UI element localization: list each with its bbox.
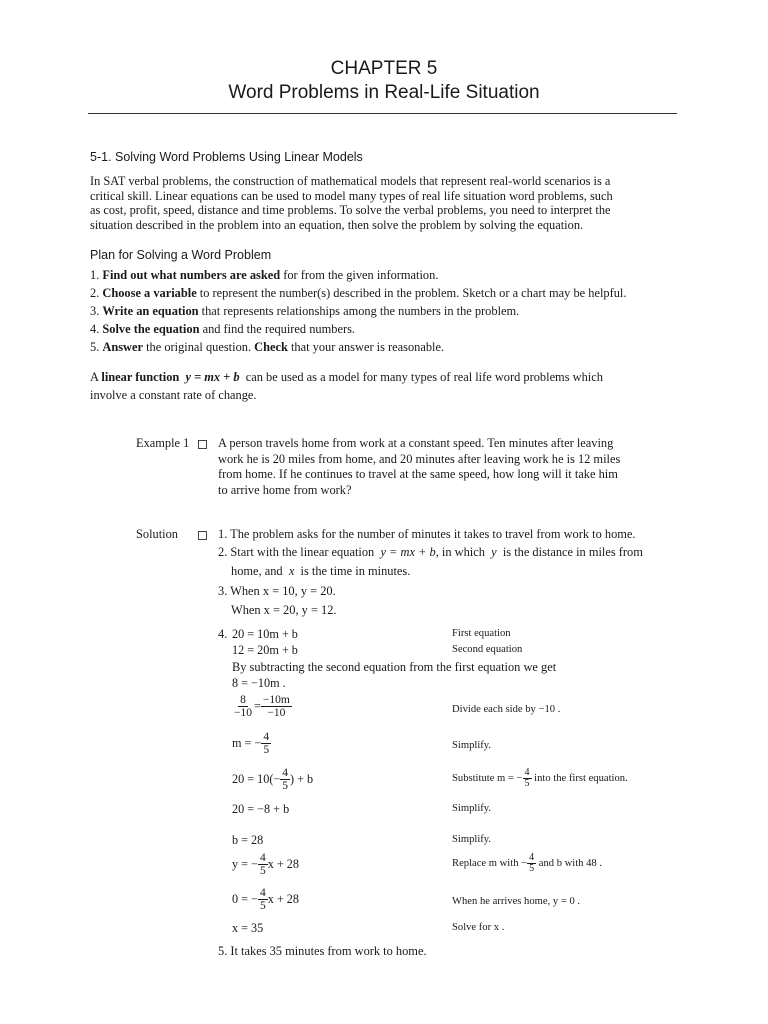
equation-first: 20 = 10m + b (232, 627, 298, 641)
note-first-equation: First equation (452, 628, 511, 639)
example-text: A person travels home from work at a constant speed. Ten minutes after leaving work he is 20 miles from home, and 20 minutes after leaving work he is 12 miles from home. If he continues to travel at the same speed, how long will it take him to arrive home from work? (218, 436, 621, 497)
solution-step-4-num: 4. (218, 627, 228, 641)
intro-paragraph (90, 174, 613, 232)
plan-step: 4. Solve the equation and find the required numbers. (90, 322, 355, 336)
equation-eight: 8 = −10m . (232, 676, 286, 690)
note-replace: Replace m with − $\frac{4}{5}$ and b with 48 . (452, 852, 603, 874)
equation-second: 12 = 20m + b (232, 643, 298, 657)
note-simplify: Simplify. (452, 834, 492, 845)
equation-b: b = 28 (232, 833, 264, 847)
linear-function-text: A linear function y = mx + b can be used as a model for many types of real life word problems which involve a constant rate of change. (90, 370, 603, 402)
solution-step-2-cont: home, and x is the time in minutes. (231, 564, 411, 578)
note-arrives-home: When he arrives home, y = 0 . (452, 896, 581, 907)
equation-divide: $\frac{8}{-10}$ = $\frac{-10m}{-10}$ (234, 694, 290, 719)
section-heading: 5-1. Solving Word Problems Using Linear Models (90, 150, 363, 164)
plan-steps (90, 266, 626, 356)
note-simplify: Simplify. (452, 740, 492, 751)
chapter-number: CHAPTER 5 (330, 58, 438, 79)
plan-step: 2. Choose a variable to represent the number(s) described in the problem. Sketch or a chart may be helpful. (90, 286, 627, 300)
plan-heading: Plan for Solving a Word Problem (90, 248, 272, 262)
plan-step: 5. Answer the original question. Check that your answer is reasonable. (90, 340, 445, 354)
intro-line: critical skill. Linear equations can be used to model many types of real life situation word problems, such (90, 188, 613, 203)
note-second-equation: Second equation (452, 644, 523, 655)
intro-line: situation described in the problem into an equation, then solve the problem by solving the equation. (90, 217, 584, 232)
equation-y: y = − $\frac{4}{5}$ x + 28 (232, 852, 299, 877)
equation-substitute: 20 = 10(− $\frac{4}{5}$ ) + b (232, 767, 314, 792)
subtract-text: By subtracting the second equation from the first equation we get (232, 660, 557, 674)
linear-formula: y = mx + b (185, 370, 240, 384)
plan-step: 3. Write an equation that represents relationships among the numbers in the problem. (90, 304, 520, 318)
solution-step-2: 2. Start with the linear equation y = mx + b, in which y is the distance in miles from (218, 545, 643, 559)
intro-line: as cost, profit, speed, distance and time problems. To solve the verbal problems, you need to interpret the (90, 203, 611, 218)
equation-x: x = 35 (232, 921, 264, 935)
solution-step-3b: When x = 20, y = 12. (231, 603, 337, 617)
solution-step-1: 1. The problem asks for the number of minutes it takes to travel from work to home. (218, 527, 636, 541)
intro-line: In SAT verbal problems, the construction of mathematical models that represent real-world scenarios is a (90, 174, 611, 188)
equation-zero: 0 = − $\frac{4}{5}$ x + 28 (232, 887, 299, 912)
equation-twenty: 20 = −8 + b (232, 802, 290, 816)
solution-label: Solution (136, 527, 178, 541)
chapter-title: Word Problems in Real-Life Situation (228, 82, 540, 103)
header-rule (88, 113, 677, 114)
note-solve: Solve for x . (452, 922, 505, 933)
solution-step-3: 3. When x = 10, y = 20. (218, 584, 336, 598)
example-label: Example 1 (136, 436, 190, 450)
note-simplify: Simplify. (452, 803, 492, 814)
plan-step: 1. Find out what numbers are asked for from the given information. (90, 268, 439, 282)
checkbox-icon (198, 531, 207, 540)
equation-m: m = − $\frac{4}{5}$ (232, 731, 270, 756)
solution-step-5: 5. It takes 35 minutes from work to home. (218, 944, 427, 958)
note-substitute: Substitute m = − $\frac{4}{5}$ into the first equation. (452, 767, 628, 789)
note-divide: Divide each side by −10 . (452, 704, 561, 715)
checkbox-icon (198, 440, 207, 449)
